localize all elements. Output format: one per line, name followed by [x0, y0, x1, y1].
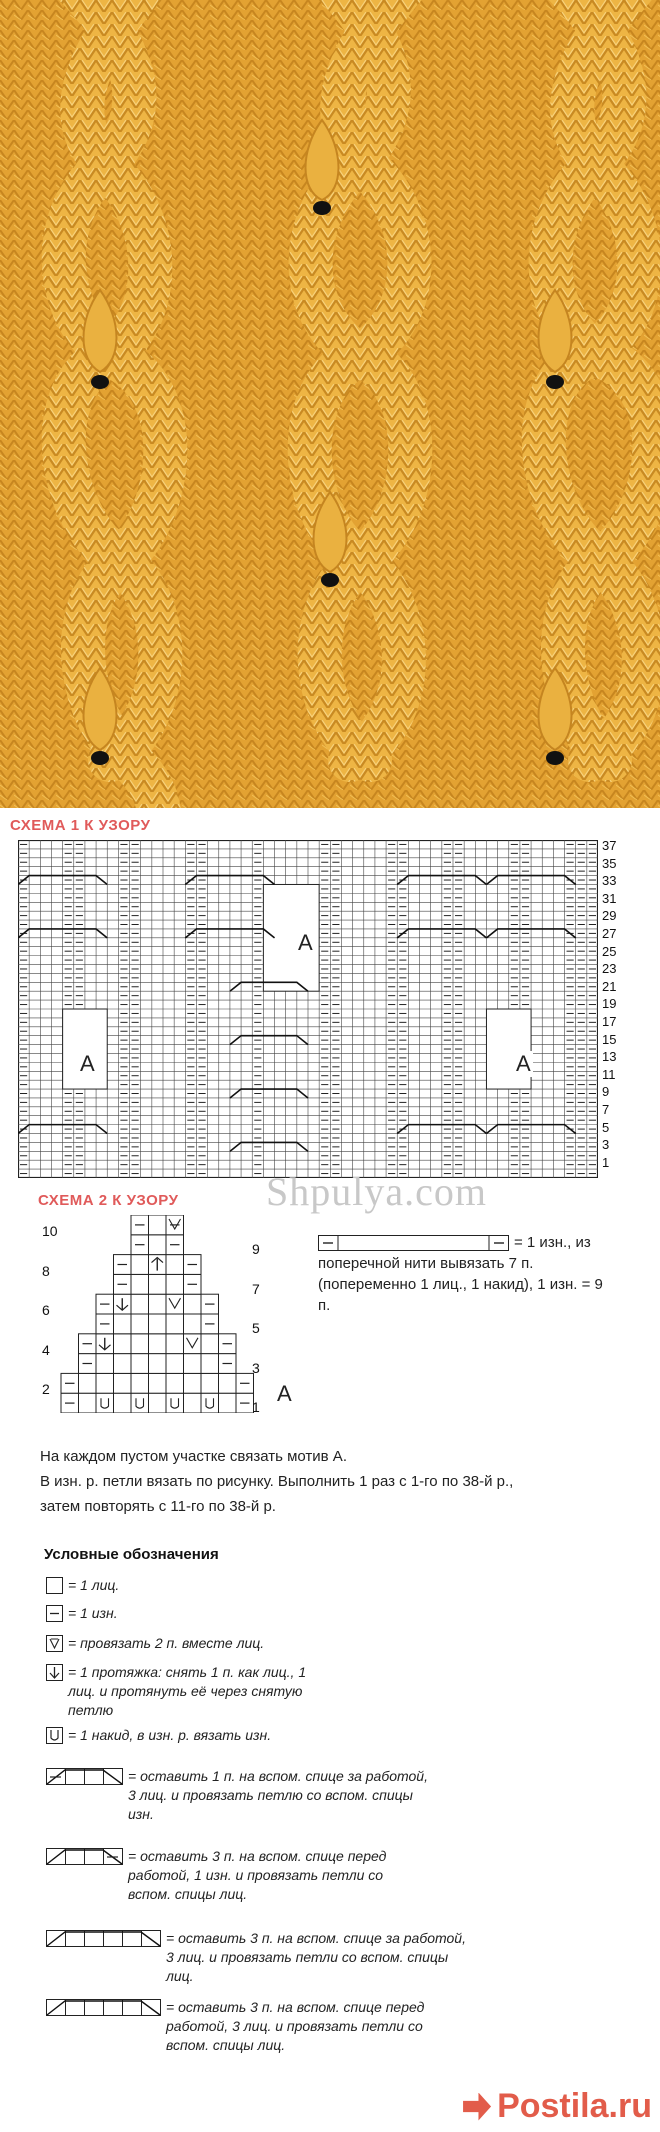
instruction-line-1: На каждом пустом участке связать мотив А. — [40, 1448, 347, 1465]
schema1-row-number: 31 — [602, 890, 617, 906]
knitting-sample-photo — [0, 0, 660, 808]
schema2-grid — [60, 1215, 260, 1416]
instruction-line-3: затем повторять с 11-го по 38-й р. — [40, 1498, 276, 1515]
legend-item-text: = оставить 3 п. на вспом. спице перед работой, 3 лиц. и провязать петли со вспом. спицы лиц. — [166, 1999, 425, 2053]
schema2-note: = 1 изн., из поперечной нити вывязать 7 п. (попеременно 1 лиц., 1 накид), 1 изн. = 9 п. — [318, 1234, 603, 1314]
schema2-row-number-left: 6 — [42, 1302, 50, 1319]
legend-item-text: = провязать 2 п. вместе лиц. — [68, 1635, 265, 1651]
legend-item-text: = 1 лиц. — [68, 1577, 120, 1593]
legend-title: Условные обозначения — [44, 1546, 219, 1563]
instruction-line-2: В изн. р. петли вязать по рисунку. Выполнить 1 раз с 1-го по 38-й р., — [40, 1473, 514, 1490]
legend-item-text: = оставить 1 п. на вспом. спице за работой, 3 лиц. и провязать петлю со вспом. спицы изн. — [128, 1768, 428, 1822]
schema2-row-number-left: 4 — [42, 1341, 50, 1358]
schema1-row-number: 5 — [602, 1119, 610, 1135]
schema1-row-number: 1 — [602, 1154, 610, 1170]
skpo-icon — [46, 1664, 64, 1682]
schema1-row-number: 27 — [602, 926, 617, 941]
knitting-sample-image — [0, 0, 660, 808]
legend-item-text: = 1 изн. — [68, 1605, 118, 1621]
postila-arrow-icon — [463, 2093, 491, 2121]
k2tog-icon — [46, 1635, 64, 1653]
schema1-row-number: 11 — [602, 1066, 616, 1082]
schema2-row-number-left: 8 — [42, 1262, 50, 1279]
schema1-row-number: 15 — [602, 1031, 617, 1047]
cable-3-1-front-icon — [46, 1848, 124, 1866]
schema1-row-number: 19 — [602, 996, 617, 1012]
cable-3-3-back-icon — [46, 1930, 162, 1948]
schema1-motif-a-center: A — [298, 930, 313, 955]
schema2-motif-a: A — [277, 1381, 292, 1406]
legend-item-text: = оставить 3 п. на вспом. спице за работой, 3 лиц. и провязать петли со вспом. спицы лиц. — [166, 1930, 466, 1984]
schema2-row-number-right: 5 — [252, 1320, 260, 1337]
schema1-row-number: 9 — [602, 1084, 610, 1100]
brand-logo — [463, 2087, 652, 2126]
schema1-row-number: 29 — [602, 908, 617, 924]
schema2-row-number-right: 9 — [252, 1241, 260, 1257]
yarn-over-icon — [46, 1727, 64, 1745]
schema1-row-number: 7 — [602, 1102, 610, 1117]
schema1-row-number: 33 — [602, 873, 617, 889]
legend-item-text: = оставить 3 п. на вспом. спице перед работой, 1 изн. и провязать петли со вспом. спицы лиц. — [128, 1848, 387, 1902]
schema2-title: СХЕМА 2 К УЗОРУ — [38, 1192, 179, 1209]
cable-3-3-front-icon — [46, 1999, 162, 2017]
schema2-pyramid — [61, 1215, 254, 1413]
schema1-row-number: 17 — [602, 1014, 617, 1029]
schema1-row-number: 13 — [602, 1049, 617, 1065]
schema1-row-number: 37 — [602, 838, 617, 853]
schema1-row-number: 21 — [602, 978, 617, 994]
schema1-row-number: 35 — [602, 855, 617, 871]
schema2-row-number-left: 10 — [42, 1223, 58, 1239]
schema2-row-number-right: 1 — [252, 1399, 260, 1416]
cable-1-3-back-icon — [46, 1768, 124, 1786]
watermark: Shpulya.com — [266, 1169, 487, 1214]
schema2-row-number-right: 3 — [252, 1359, 260, 1376]
schema1-grid — [18, 840, 598, 1178]
knit-icon — [46, 1577, 64, 1595]
schema1-row-number: 25 — [602, 943, 617, 959]
purl-icon — [46, 1605, 64, 1623]
schema1-motif-a-left: A — [80, 1051, 95, 1076]
schema1-title: СХЕМА 1 К УЗОРУ — [10, 817, 151, 834]
schema1-motif-a-right: A — [516, 1051, 531, 1076]
legend-item-text: = 1 накид, в изн. р. вязать изн. — [68, 1727, 272, 1743]
schema1-row-number: 3 — [602, 1137, 610, 1153]
schema2-row-number-left: 2 — [42, 1381, 50, 1398]
legend-item-text: = 1 протяжка: снять 1 п. как лиц., 1 лиц. и протянуть её через снятую петлю — [68, 1664, 307, 1718]
brand-name: Postila.ru — [497, 2087, 652, 2125]
schema1-row-number: 23 — [602, 961, 617, 977]
schema2-row-number-right: 7 — [252, 1280, 260, 1297]
